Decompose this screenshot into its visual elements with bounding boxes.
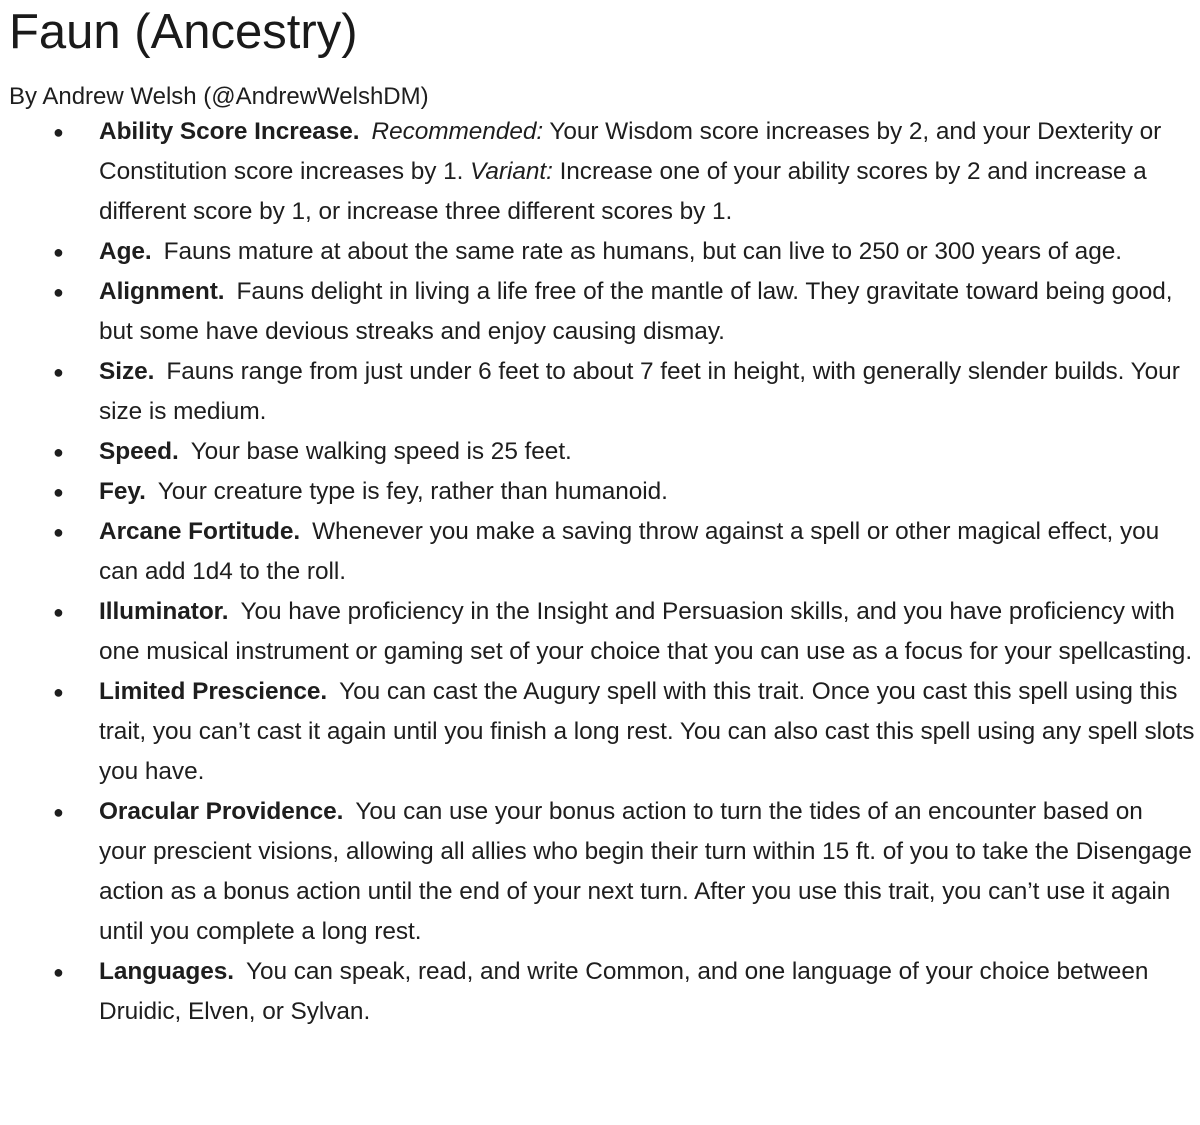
trait-ability-score-increase — [9, 112, 1195, 232]
trait-size — [9, 352, 1195, 432]
trait-age — [9, 232, 1195, 272]
trait-alignment — [9, 272, 1195, 352]
trait-text: Your creature type is fey, rather than humanoid. — [157, 478, 668, 505]
document — [9, 0, 1195, 1032]
trait-name: Arcane Fortitude. — [99, 518, 301, 545]
trait-name: Speed. — [99, 438, 179, 465]
trait-oracular-providence — [9, 792, 1195, 952]
trait-text: Increase one of your ability scores by 2 and increase a different score by 1, or increase three different scores by 1. — [99, 158, 1147, 225]
trait-languages — [9, 952, 1195, 1032]
trait-speed — [9, 432, 1195, 472]
trait-text: You have proficiency in the Insight and Persuasion skills, and you have proficiency with one musical instrument or gaming set of your choice that you can use as a focus for your spellcasting. — [99, 598, 1193, 665]
trait-text: You can speak, read, and write Common, and one language of your choice between Druidic, Elven, or Sylvan. — [99, 958, 1149, 1025]
trait-name: Fey. — [99, 478, 146, 505]
trait-name: Age. — [99, 238, 152, 265]
trait-text: Fauns range from just under 6 feet to about 7 feet in height, with generally slender builds. Your size is medium. — [99, 358, 1180, 425]
trait-arcane-fortitude — [9, 512, 1195, 592]
bullet-icon: ● — [53, 282, 64, 302]
trait-text: Your base walking speed is 25 feet. — [190, 438, 572, 465]
trait-name: Ability Score Increase. — [99, 118, 360, 145]
trait-illuminator — [9, 592, 1195, 672]
variant-label: Variant: — [470, 158, 553, 185]
trait-list — [9, 112, 1195, 1032]
trait-name: Illuminator. — [99, 598, 229, 625]
trait-name: Limited Prescience. — [99, 678, 328, 705]
bullet-icon: ● — [53, 962, 64, 982]
trait-text: Fauns delight in living a life free of the mantle of law. They gravitate toward being good, but some have devious streaks and enjoy causing dismay. — [99, 278, 1173, 345]
trait-name: Languages. — [99, 958, 235, 985]
bullet-icon: ● — [53, 442, 64, 462]
bullet-icon: ● — [53, 482, 64, 502]
trait-text: Whenever you make a saving throw against a spell or other magical effect, you can add 1d4 to the roll. — [99, 518, 1160, 585]
trait-text: Fauns mature at about the same rate as humans, but can live to 250 or 300 years of age. — [163, 238, 1122, 265]
recommended-label: Recommended: — [371, 118, 544, 145]
trait-text: Your Wisdom score increases by 2, and your Dexterity or Constitution score increases by 1. — [99, 118, 1162, 185]
trait-name: Alignment. — [99, 278, 225, 305]
bullet-icon: ● — [53, 682, 64, 702]
trait-text: You can use your bonus action to turn the tides of an encounter based on your prescient visions, allowing all allies who begin their turn within 15 ft. of you to take the Disengage action as a bonus action until the end of your next turn. After you use this trait, you can’t use it again until you complete a long rest. — [99, 798, 1192, 945]
trait-fey — [9, 472, 1195, 512]
trait-text: You can cast the Augury spell with this trait. Once you cast this spell using this trait, you can’t cast it again until you finish a long rest. You can also cast this spell using any spell slots you have. — [99, 678, 1195, 785]
bullet-icon: ● — [53, 602, 64, 622]
bullet-icon: ● — [53, 362, 64, 382]
trait-name: Size. — [99, 358, 155, 385]
bullet-icon: ● — [53, 122, 64, 142]
bullet-icon: ● — [53, 522, 64, 542]
trait-limited-prescience — [9, 672, 1195, 792]
trait-name: Oracular Providence. — [99, 798, 344, 825]
author-byline: By Andrew Welsh (@AndrewWelshDM) — [9, 83, 429, 110]
bullet-icon: ● — [53, 242, 64, 262]
bullet-icon: ● — [53, 802, 64, 822]
page-title: Faun (Ancestry) — [9, 5, 358, 59]
